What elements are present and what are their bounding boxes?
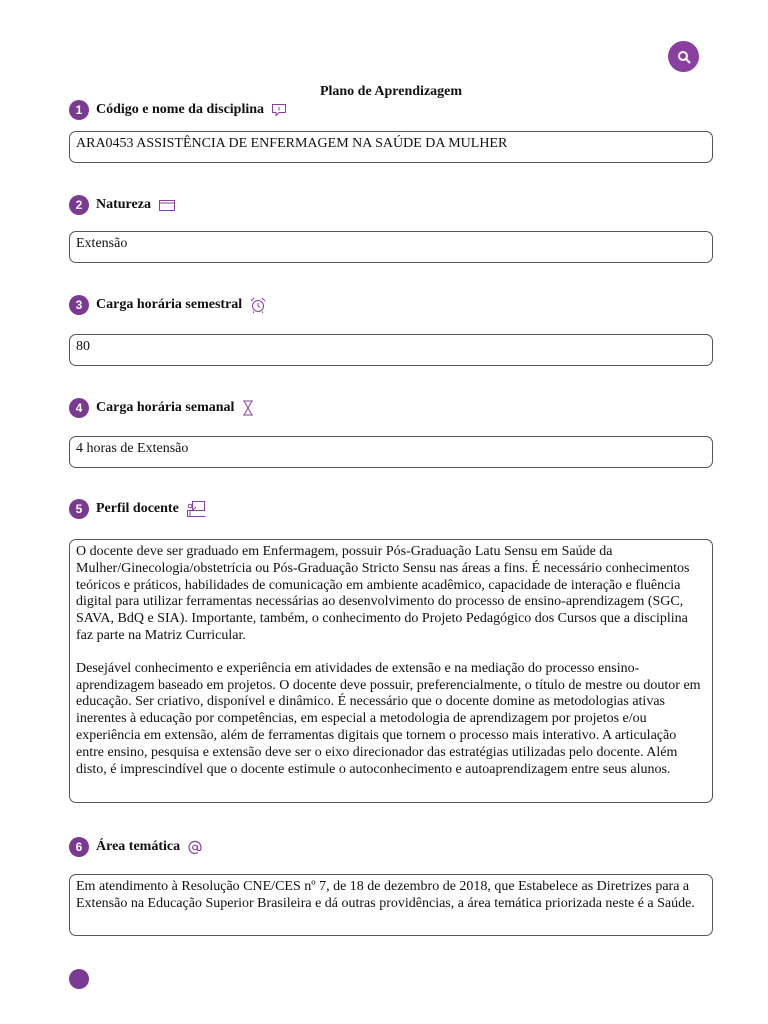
section-number-badge: 4	[69, 398, 89, 418]
section-title: Natureza	[96, 197, 151, 212]
section-number-badge: 6	[69, 837, 89, 857]
section-2-content	[69, 231, 713, 263]
section-number-badge: 1	[69, 100, 89, 120]
section-1-header	[69, 100, 287, 120]
section-number-badge: 3	[69, 295, 89, 315]
section-text: Desejável conhecimento e experiência em atividades de extensão e na mediação do processo ensino-aprendizagem baseado em projetos. O docente deve possuir, preferencialmente, o título de mestre ou doutor em educação. Ser criativo, disponível e dinâmico. É necessário que o docente domine as metodologias ativas inerentes à educação por competências, em especial a metodologia de aprendizagem por projetos e/ou experiência em extensão, além de ferramentas digitais que tornem o processo mais interativo. A articulação entre ensino, pesquisa e extensão deve ser o eixo direcionador das estratégias utilizadas pelo docente. Além disto, é imprescindível que o docente estimule o autoconhecimento e autoaprendizagem entre seus alunos.	[76, 660, 701, 777]
search-icon	[677, 50, 691, 64]
section-number-badge: 2	[69, 195, 89, 215]
section-title: Código e nome da disciplina	[96, 102, 265, 117]
teacher-board-icon	[186, 500, 206, 518]
window-icon	[158, 198, 176, 212]
section-3-content	[69, 334, 713, 366]
section-4-content	[69, 436, 713, 468]
hourglass-icon	[241, 399, 255, 417]
section-6-header	[69, 837, 203, 857]
alarm-clock-icon	[249, 296, 267, 314]
search-button[interactable]	[668, 41, 699, 72]
comment-icon	[271, 103, 287, 117]
section-text: O docente deve ser graduado em Enfermagem, possuir Pós-Graduação Latu Sensu em Saúde da Mulher/Ginecologia/obstetrícia ou Pós-Graduação Stricto Sensu nas áreas a fins. É necessário conhecimentos teóricos e práticos, habilidades de comunicação em ambiente acadêmico, capacidade de interação e fluência digital para utilizar ferramentas necessárias ao desenvolvimento do processo de ensino-aprendizagem (SGC, SAVA, BdQ e SIA). Importante, também, o conhecimento do Projeto Pedagógico dos Cursos que a disciplina faz parte na Matriz Curricular.	[76, 544, 690, 643]
section-title: Carga horária semestral	[96, 297, 243, 312]
section-6-content	[69, 874, 713, 936]
section-title: Perfil docente	[96, 501, 179, 516]
section-5-header	[69, 499, 206, 519]
section-title: Carga horária semanal	[96, 400, 235, 415]
section-number-badge: 5	[69, 499, 89, 519]
at-sign-icon	[187, 839, 203, 855]
section-text: 4 horas de Extensão	[76, 441, 189, 456]
section-2-header	[69, 195, 176, 215]
section-4-header	[69, 398, 255, 418]
section-text: 80	[76, 339, 90, 354]
section-text: Em atendimento à Resolução CNE/CES nº 7, de 18 de dezembro de 2018, que Estabelece as Diretrizes para a Extensão na Educação Superior Brasileira e dá outras providências, a área temática priorizada neste é a Saúde.	[76, 879, 695, 911]
section-3-header	[69, 295, 267, 315]
section-number-badge-partial	[69, 969, 89, 989]
section-text: Extensão	[76, 236, 128, 251]
section-text: ARA0453 ASSISTÊNCIA DE ENFERMAGEM NA SAÚDE DA MULHER	[76, 136, 508, 151]
page-title: Plano de Aprendizagem	[319, 84, 463, 99]
section-1-content	[69, 131, 713, 163]
section-title: Área temática	[96, 839, 181, 854]
section-5-content	[69, 539, 713, 803]
